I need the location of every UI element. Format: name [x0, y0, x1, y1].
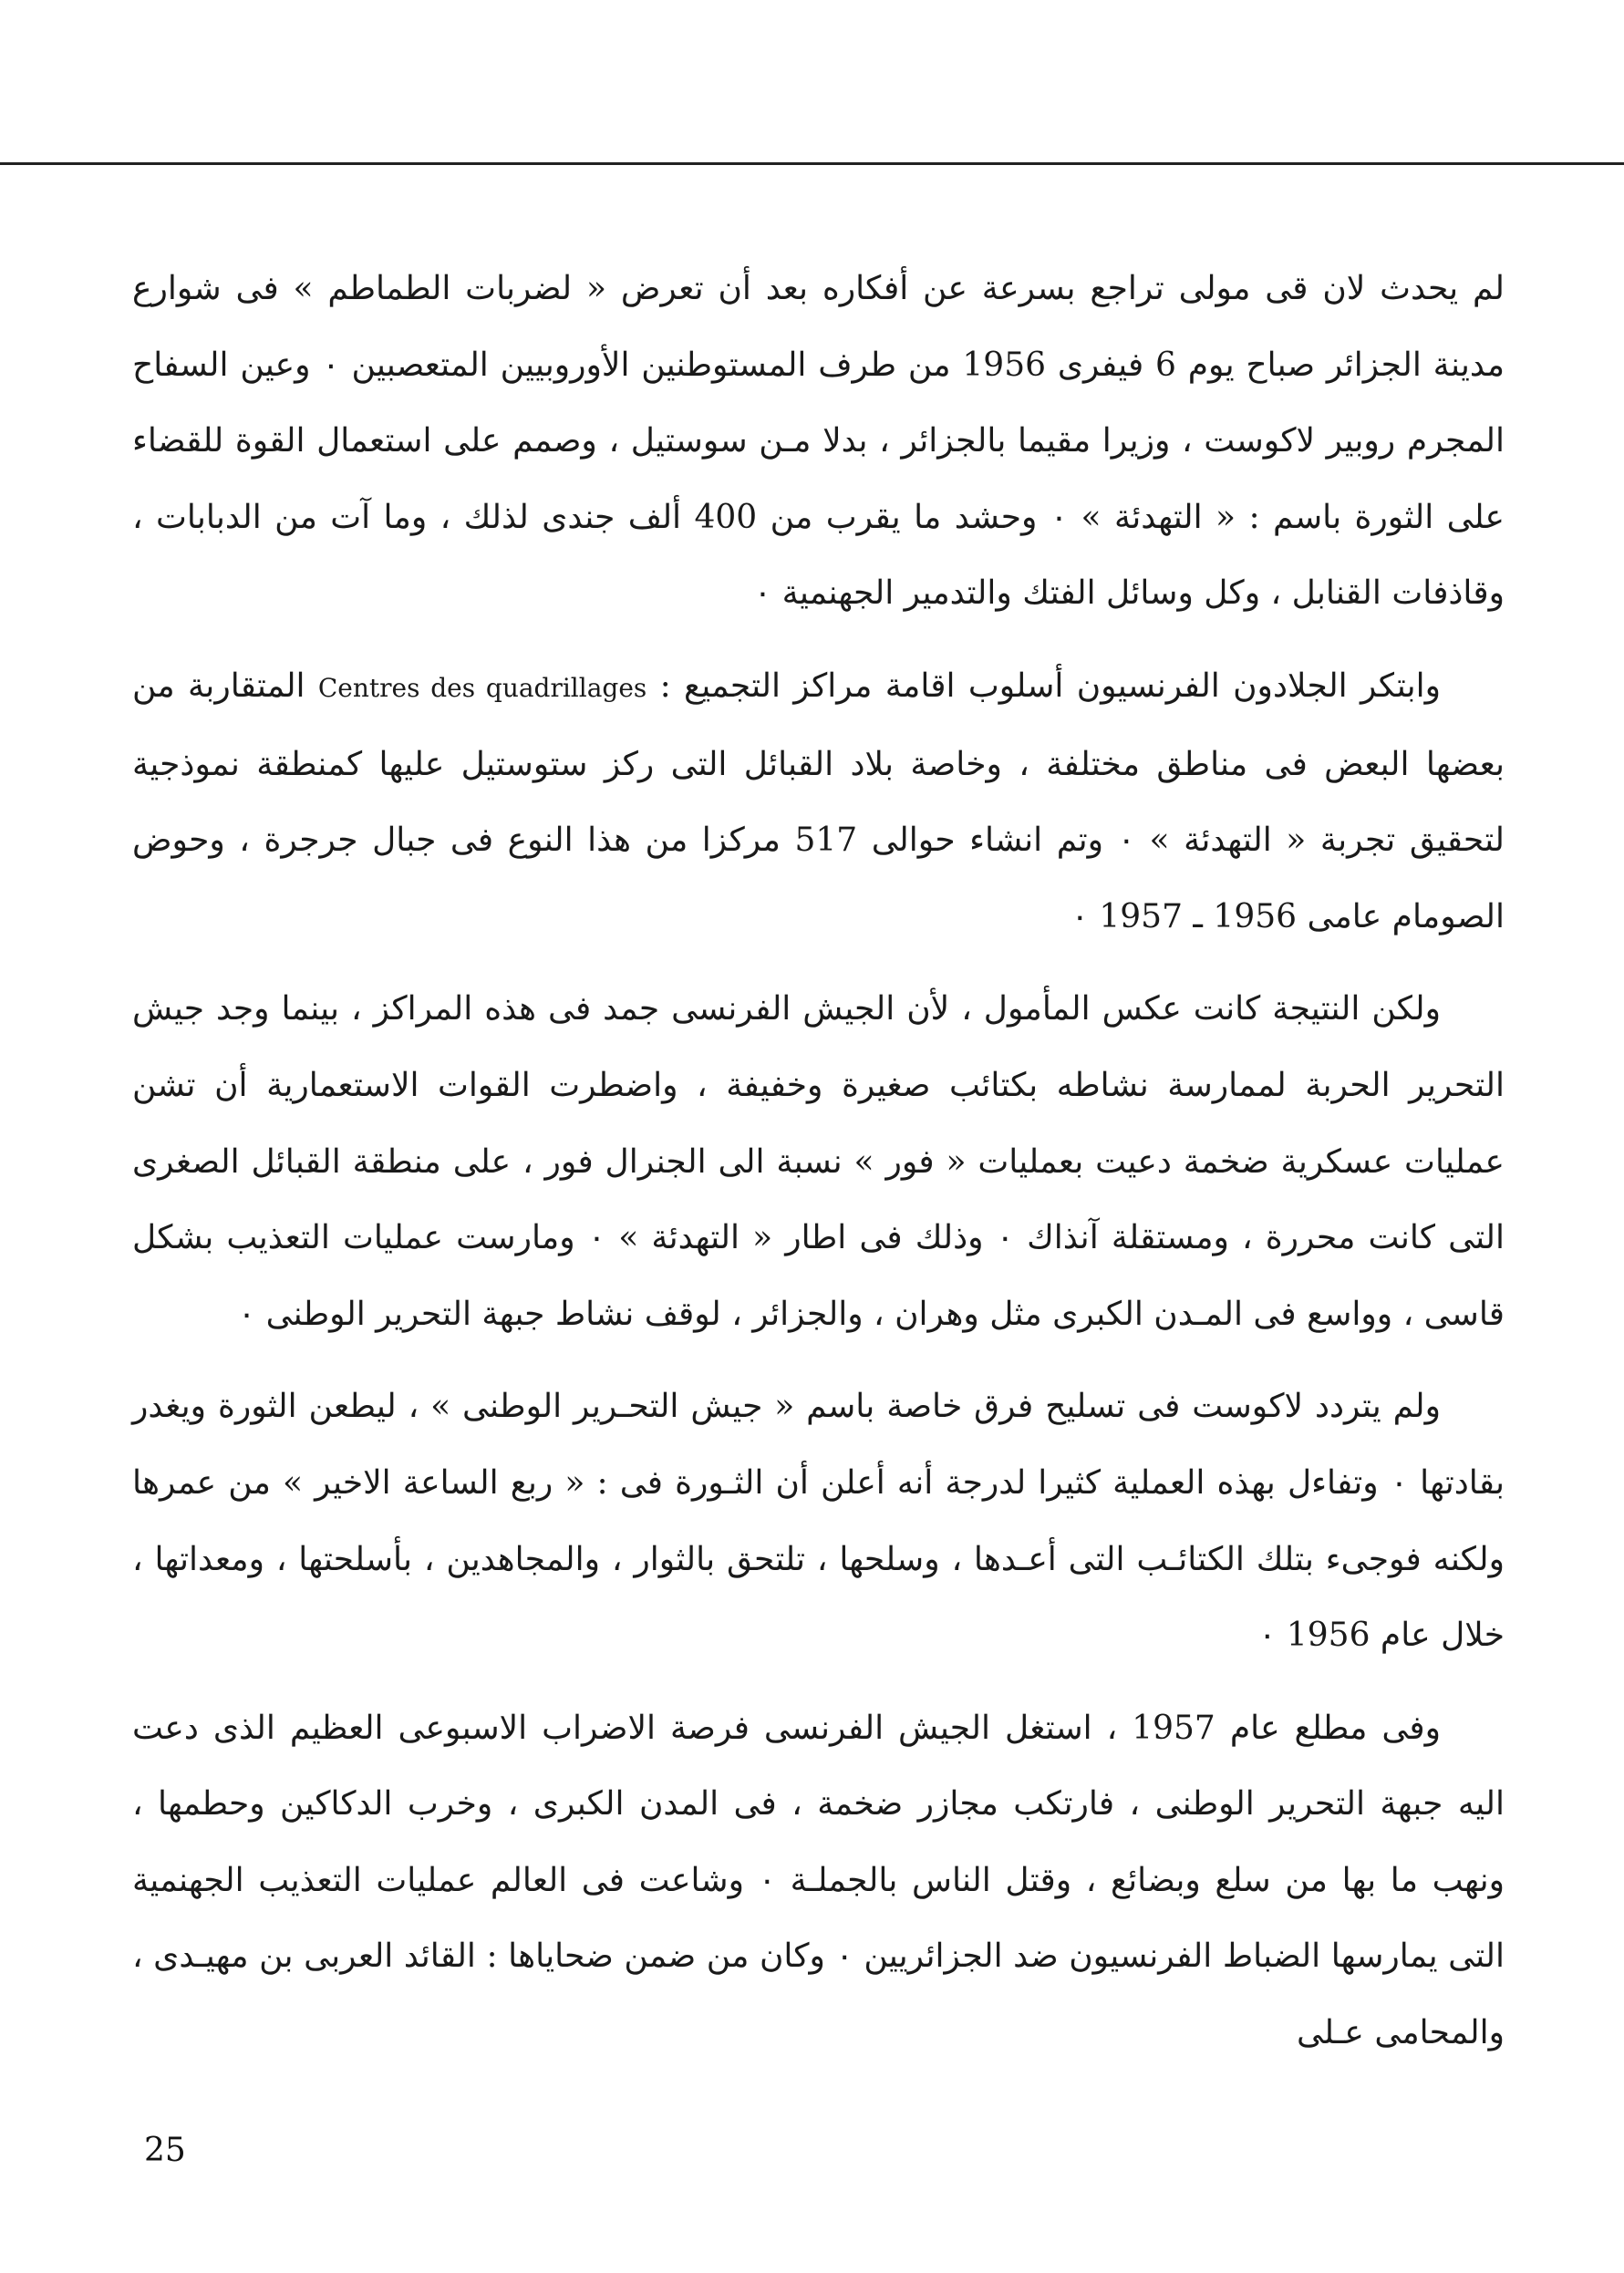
paragraph-2-text-after: المتقاربة من بعضها البعض فى مناطق مختلفة ، وخاصة بلاد القبائل التى ركز ستوستيل عليها كمنطقة نموذجية لتحقيق تجربة « التهدئة » ٠ وتم انشاء حوالى 517 مركزا من هذا النوع فى جبال جرجرة ، وحوض الصومام عامى 1956 ـ 1957 ٠ — [132, 666, 1505, 935]
paragraph-2 — [132, 648, 1505, 955]
page-number: 25 — [144, 2132, 186, 2169]
paragraph-5: وفى مطلع عام 1957 ، استغل الجيش الفرنسى فرصة الاضراب الاسبوعى العظيم الذى دعت اليه جبهة التحرير الوطنى ، فارتكب مجازر ضخمة ، فى المدن الكبرى ، وخرب الدكاكين وحطمها ، ونهب ما بها من سلع وبضائع ، وقتل الناس بالجملـة ٠ وشاعت فى العالم عمليات التعذيب الجهنمية التى يمارسها الضباط الفرنسيون ضد الجزائريين ٠ وكان من ضمن ضحاياها : القائد العربى بن مهيـدى ، والمحامى عـلى — [132, 1709, 1505, 2052]
paragraph-2-text-before: وابتكر الجلادون الفرنسيون أسلوب اقامة مراكز التجميع : — [659, 666, 1441, 705]
header-rule — [0, 162, 1624, 165]
paragraph-4: ولم يتردد لاكوست فى تسليح فرق خاصة باسم « جيش التحـرير الوطنى » ، ليطعن الثورة ويغدر بقادتها ٠ وتفاءل بهذه العملية كثيرا لدرجة أنه أعلن أن الثـورة فى : « ربع الساعة الاخير » من عمرها ولكنه فوجىء بتلك الكتائـب التى أعـدها ، وسلحها ، تلتحق بالثوار ، والمجاهدين ، بأسلحتها ، ومعداتها ، خلال عام 1956 ٠ — [132, 1388, 1505, 1655]
paragraph-2-latin-term: Centres des quadrillages — [317, 672, 647, 703]
paragraph-3: ولكن النتيجة كانت عكس المأمول ، لأن الجيش الفرنسى جمد فى هذه المراكز ، بينما وجد جيش التحرير الحربة لممارسة نشاطه بكتائب صغيرة وخفيفة ، واضطرت القوات الاستعمارية أن تشن عمليات عسكرية ضخمة دعيت بعمليات « فور » نسبة الى الجنرال فور ، على منطقة القبائل الصغرى التى كانت محررة ، ومستقلة آنذاك ٠ وذلك فى اطار « التهدئة » ٠ ومارست عمليات التعذيب بشكل قاسى ، وواسع فى المـدن الكبرى مثل وهران ، والجزائر ، لوقف نشاط جبهة التحرير الوطنى ٠ — [132, 990, 1505, 1333]
paragraph-1: لم يحدث لان قى مولى تراجع بسرعة عن أفكاره بعد أن تعرض « لضربات الطماطم » فى شوارع مدينة الجزائر صباح يوم 6 فيفرى 1956 من طرف المستوطنين الأوروبيين المتعصبين ٠ وعين السفاح المجرم روبير لاكوست ، وزيرا مقيما بالجزائر ، بدلا مـن سوستيل ، وصمم على استعمال القوة للقضاء على الثورة باسم : « التهدئة » ٠ وحشد ما يقرب من 400 ألف جندى لذلك ، وما آت من الدبابات ، وقاذفات القنابل ، وكل وسائل الفتك والتدمير الجهنمية ٠ — [132, 270, 1505, 613]
body-text — [132, 251, 1505, 2072]
